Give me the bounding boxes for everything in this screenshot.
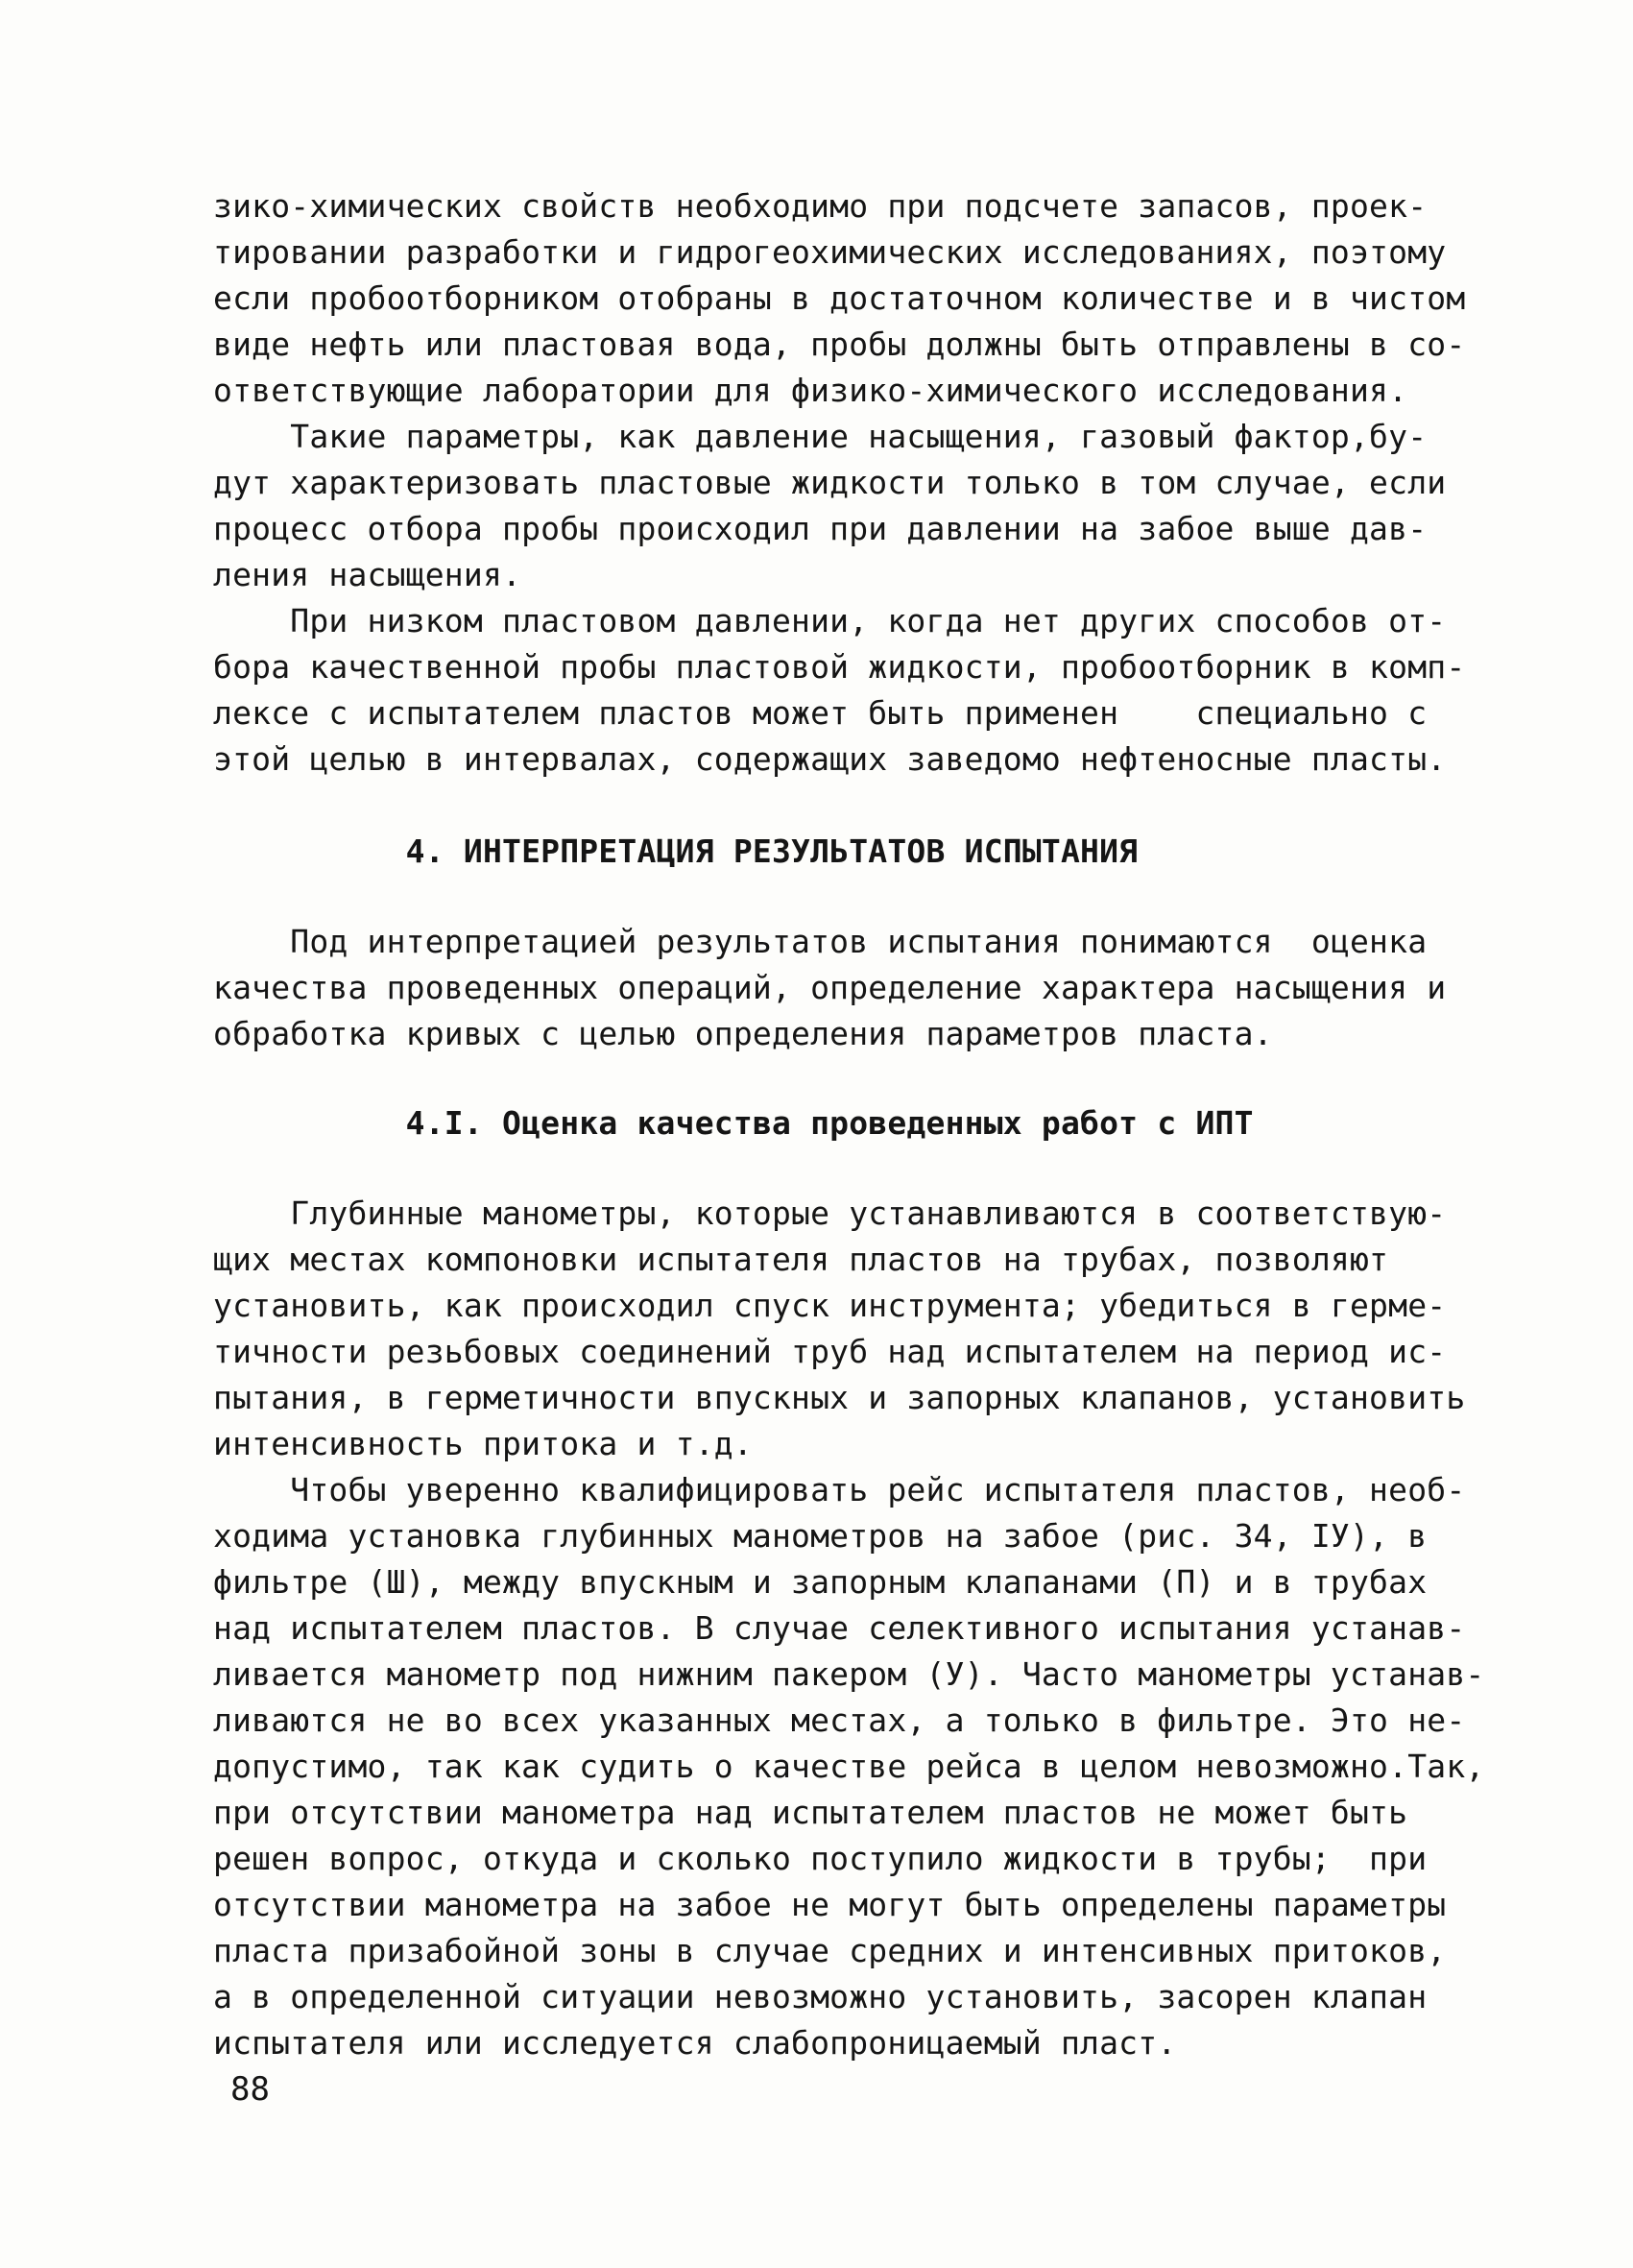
text-line: при отсутствии манометра над испытателем пластов не может быть — [213, 1794, 1408, 1831]
text-line: испытателя или исследуется слабопроницаемый пласт. — [213, 2024, 1177, 2062]
text-line: ответствующие лаборатории для физико-химического исследования. — [213, 372, 1408, 409]
text-line: ходима установка глубинных манометров на забое (рис. 34, IУ), в — [213, 1517, 1428, 1555]
text-line: Такие параметры, как давление насыщения, газовый фактор,бу- — [213, 418, 1428, 455]
section-heading: 4. ИНТЕРПРЕТАЦИЯ РЕЗУЛЬТАТОВ ИСПЫТАНИЯ — [213, 832, 1139, 870]
text-line: дут характеризовать пластовые жидкости только в том случае, если — [213, 464, 1447, 501]
text-line: обработка кривых с целью определения параметров пласта. — [213, 1015, 1273, 1052]
text-line: этой целью в интервалах, содержащих заведомо нефтеносные пласты. — [213, 740, 1447, 778]
text-line: а в определенной ситуации невозможно установить, засорен клапан — [213, 1978, 1428, 2015]
page-number: 88 — [230, 2070, 270, 2109]
text-line: виде нефть или пластовая вода, пробы должны быть отправлены в со- — [213, 326, 1466, 363]
text-line: Под интерпретацией результатов испытания понимаются оценка — [213, 923, 1428, 960]
text-line: При низком пластовом давлении, когда нет других способов от- — [213, 602, 1447, 639]
text-line: качества проведенных операций, определение характера насыщения и — [213, 969, 1447, 1006]
text-line: фильтре (Ш), между впускным и запорным клапанами (П) и в трубах — [213, 1563, 1428, 1601]
text-line: пытания, в герметичности впускных и запорных клапанов, установить — [213, 1379, 1466, 1416]
text-line: лексе с испытателем пластов может быть применен специально с — [213, 694, 1428, 732]
text-line: ливается манометр под нижним пакером (У). Часто манометры устанав- — [213, 1655, 1485, 1693]
text-line: допустимо, так как судить о качестве рейса в целом невозможно.Так, — [213, 1748, 1485, 1785]
text-line: Чтобы уверенно квалифицировать рейс испытателя пластов, необ- — [213, 1471, 1466, 1508]
text-line: щих местах компоновки испытателя пластов на трубах, позволяют — [213, 1241, 1389, 1278]
text-line: решен вопрос, откуда и сколько поступило жидкости в трубы; при — [213, 1840, 1428, 1877]
text-line: ливаются не во всех указанных местах, а только в фильтре. Это не- — [213, 1701, 1466, 1739]
text-line: если пробоотборником отобраны в достаточном количестве и в чистом — [213, 279, 1466, 317]
text-line: над испытателем пластов. В случае селективного испытания устанав- — [213, 1609, 1466, 1647]
text-line: бора качественной пробы пластовой жидкости, пробоотборник в комп- — [213, 648, 1466, 686]
text-line: Глубинные манометры, которые устанавливаются в соответствую- — [213, 1194, 1447, 1232]
text-line: тичности резьбовых соединений труб над испытателем на период ис- — [213, 1333, 1447, 1370]
text-line: тировании разработки и гидрогеохимических исследованиях, поэтому — [213, 233, 1447, 271]
text-line: зико-химических свойств необходимо при подсчете запасов, проек- — [213, 187, 1428, 225]
subsection-heading: 4.I. Оценка качества проведенных работ с ИПТ — [213, 1104, 1254, 1142]
text-line: установить, как происходил спуск инструмента; убедиться в герме- — [213, 1287, 1447, 1324]
text-line: процесс отбора пробы происходил при давлении на забое выше дав- — [213, 510, 1428, 547]
text-line: пласта призабойной зоны в случае средних и интенсивных притоков, — [213, 1932, 1447, 1969]
text-line: интенсивность притока и т.д. — [213, 1425, 753, 1462]
text-line: отсутствии манометра на забое не могут быть определены параметры — [213, 1886, 1447, 1923]
text-line: ления насыщения. — [213, 556, 522, 593]
